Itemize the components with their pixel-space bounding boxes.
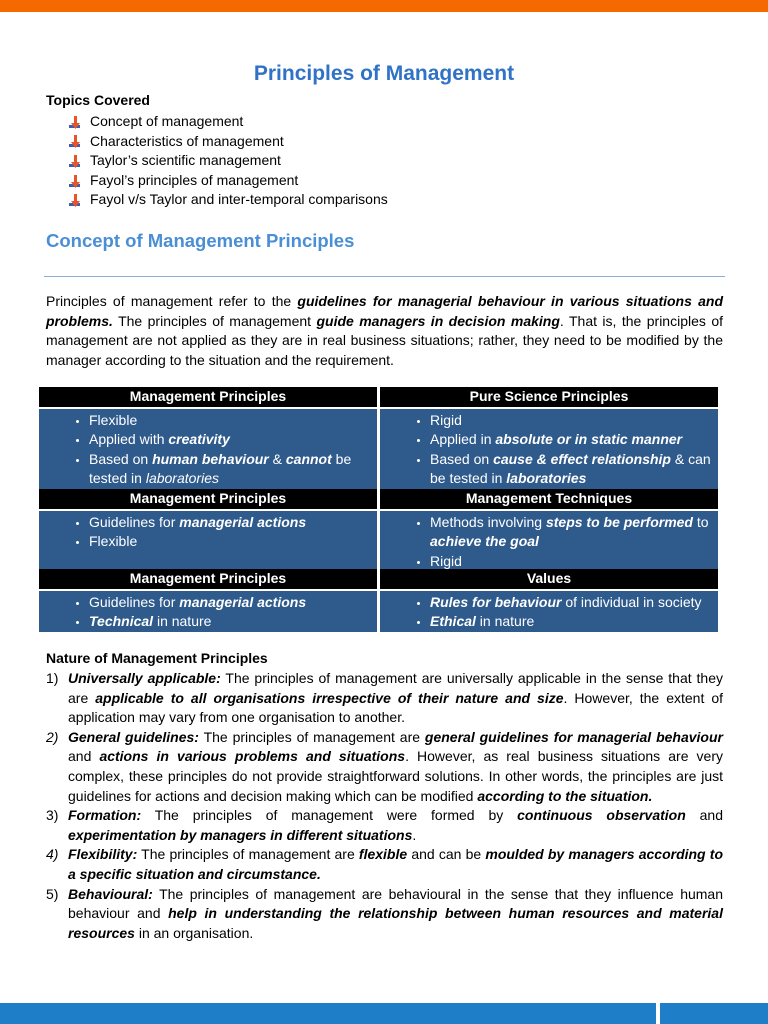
list-item: Concept of management xyxy=(68,112,388,132)
list-item: • Technical in nature xyxy=(89,612,377,631)
table-header-row xyxy=(39,387,718,407)
list-item: 5) Behavioural: The principles of management are behavioural in the sense that they influence human behaviour and help in understanding the relationship between human resources and material resources in an organisation. xyxy=(46,885,723,941)
table-row xyxy=(39,589,718,632)
table-header-cell: Management Principles xyxy=(39,489,380,509)
arrow-bullet-icon xyxy=(68,153,90,169)
table-cell xyxy=(380,589,718,632)
list-item: Fayol’s principles of management xyxy=(68,171,388,191)
list-item: • Applied in absolute or in static manner xyxy=(430,430,718,449)
list-item: • Based on cause & effect relationship & can be tested in laboratories xyxy=(430,450,718,489)
concept-paragraph: Principles of management refer to the guidelines for managerial behaviour in various situations and problems. The principles of management guide managers in decision making. That is, the principles of management are not applied as they are in real business situations; rather, they need to be modified by the manager according to the situation and the requirement. xyxy=(46,293,724,368)
table-header-cell: Management Principles xyxy=(39,387,380,407)
bottom-accent-bar xyxy=(0,1003,768,1024)
list-item: • Rigid xyxy=(430,411,718,430)
comparison-table xyxy=(39,387,718,632)
table-header-cell: Management Principles xyxy=(39,569,380,589)
nature-list xyxy=(46,669,723,943)
top-accent-bar xyxy=(0,0,768,12)
list-item: • Flexible xyxy=(89,532,377,551)
table-row xyxy=(39,407,718,489)
list-item: Taylor’s scientific management xyxy=(68,151,388,171)
list-item: Fayol v/s Taylor and inter-temporal comparisons xyxy=(68,190,388,210)
section-heading: Concept of Management Principles xyxy=(46,230,355,251)
arrow-bullet-icon xyxy=(68,173,90,189)
page-title: Principles of Management xyxy=(253,62,515,85)
topics-list xyxy=(68,112,388,210)
table-cell xyxy=(39,589,380,632)
topics-heading: Topics Covered xyxy=(46,92,150,108)
table-cell xyxy=(39,407,380,489)
list-item: 2) General guidelines: The principles of management are general guidelines for managerial behaviour and actions in various problems and situations. However, as real business situations are very complex, these principles do not provide straightforward solutions. In other words, the principles are just guidelines for actions and decision making which can be modified according to the situation. xyxy=(46,728,723,804)
list-item: • Rules for behaviour of individual in society xyxy=(430,593,718,612)
table-header-row xyxy=(39,569,718,589)
arrow-bullet-icon xyxy=(68,133,90,149)
table-header-cell: Pure Science Principles xyxy=(469,388,629,404)
list-item: • Ethical in nature xyxy=(430,612,718,631)
nature-heading: Nature of Management Principles xyxy=(46,650,268,666)
table-header-cell: Values xyxy=(526,570,572,586)
arrow-bullet-icon xyxy=(68,192,90,208)
list-item: • Based on human behaviour & cannot be tested in laboratories xyxy=(89,450,377,489)
table-header-row xyxy=(39,489,718,509)
list-item: • Rigid xyxy=(430,552,718,571)
table-cell xyxy=(380,509,718,569)
list-item: 1) Universally applicable: The principles of management are universally applicable in the sense that they are applicable to all organisations irrespective of their nature and size. However, the extent of application may vary from one organisation to another. xyxy=(46,670,724,726)
divider xyxy=(44,276,725,277)
arrow-bullet-icon xyxy=(68,114,90,130)
table-cell xyxy=(39,509,380,569)
list-item: • Methods involving steps to be performed to achieve the goal xyxy=(430,513,718,552)
list-item: • Flexible xyxy=(89,411,377,430)
list-item: • Applied with creativity xyxy=(89,430,377,449)
list-item: Characteristics of management xyxy=(68,132,388,152)
list-item: • Guidelines for managerial actions xyxy=(89,513,377,532)
table-cell xyxy=(380,407,718,489)
list-item: 4) Flexibility: The principles of management are flexible and can be moulded by managers according to a specific situation and circumstance. xyxy=(46,846,723,882)
table-row xyxy=(39,509,718,569)
list-item: • Guidelines for managerial actions xyxy=(89,593,377,612)
list-item: 3) Formation: The principles of management were formed by continuous observation and experimentation by managers in different situations. xyxy=(46,807,723,843)
table-header-cell: Management Techniques xyxy=(465,490,633,506)
